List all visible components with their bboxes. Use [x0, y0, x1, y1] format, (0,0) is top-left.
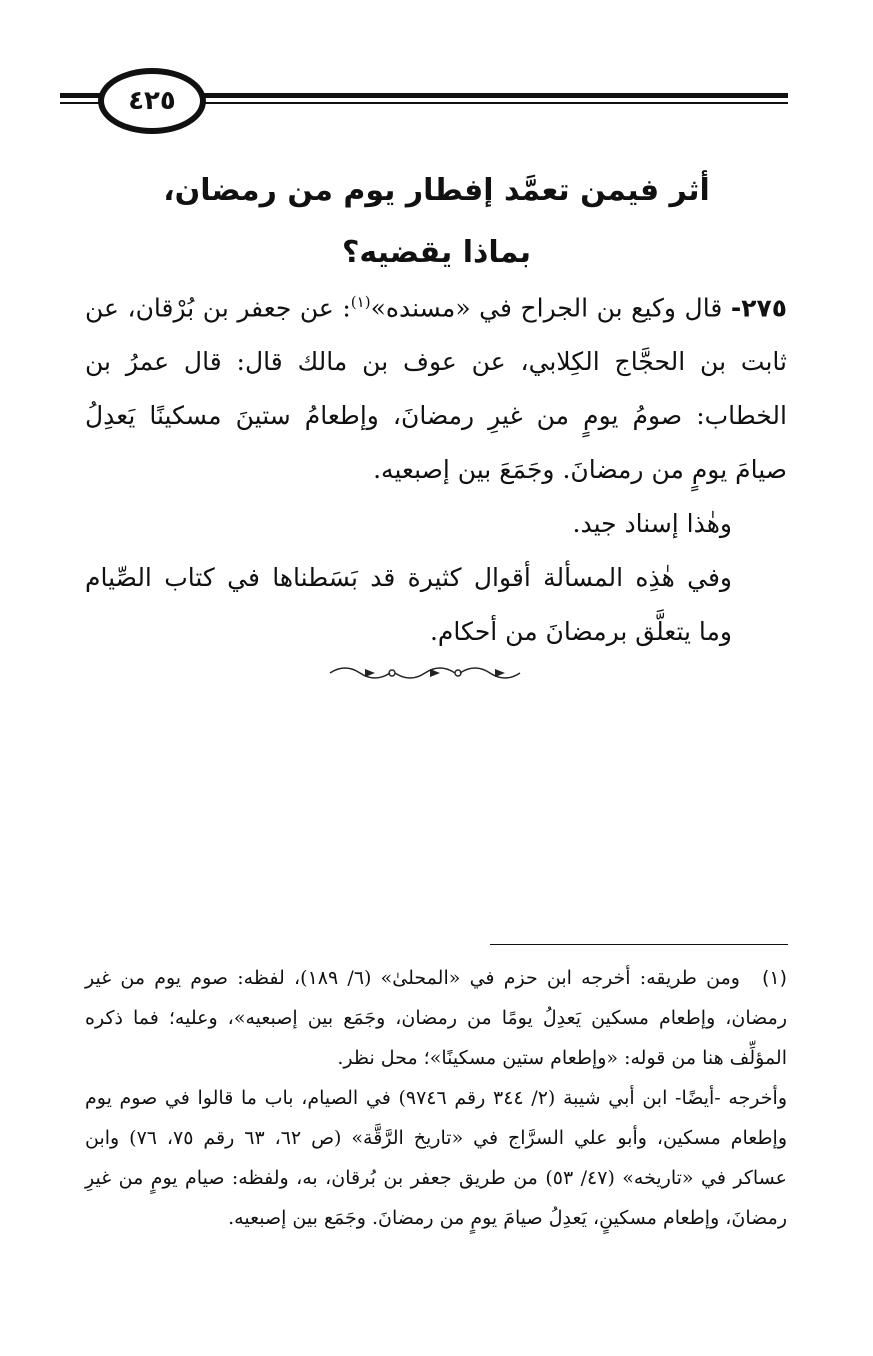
paragraph-275: [85, 275, 787, 497]
page-header: [60, 60, 788, 140]
title-line-1: أثر فيمن تعمَّد إفطار يوم من رمضان،: [163, 173, 710, 208]
ornament-divider: [325, 658, 525, 688]
page-number-badge: [98, 68, 206, 134]
paragraph-text-part1: قال وكيع بن الجراح في «مسنده»: [370, 293, 731, 323]
isnad-text: وهٰذا إسناد جيد.: [572, 509, 732, 539]
paragraph-text-part2: : عن جعفر بن بُرْقان، عن ثابت بن الحجَّاج الكِلابي، عن عوف بن مالك قال: قال عمرُ بن الخطاب: صومُ يومٍ من غيرِ رمضانَ، وإطعامُ ستينَ مسكينًا يَعدِلُ صيامَ يومٍ من رمضانَ. وجَمَعَ بين إصبعيه.: [85, 293, 787, 485]
paragraph-number: ٢٧٥-: [730, 293, 788, 323]
section-title: [90, 160, 783, 284]
footnote-1: [85, 958, 787, 1078]
footnote-number: (١): [761, 967, 787, 989]
ruling-text: وفي هٰذِه المسألة أقوال كثيرة قد بَسَطناها في كتاب الصِّيام وما يتعلَّق برمضانَ من أحكام.: [85, 563, 732, 647]
paragraph-ruling: [85, 551, 787, 659]
main-text: [85, 275, 787, 659]
footnote-separator: [490, 944, 788, 945]
page-number: ٤٢٥: [128, 86, 176, 116]
footnotes: [85, 958, 787, 1238]
title-line-2: بماذا يقضيه؟: [341, 235, 532, 270]
footnote-1-continued: وأخرجه -أيضًا- ابن أبي شيبة (٢/ ٣٤٤ رقم ٩٧٤٦) في الصيام، باب ما قالوا في صوم يوم وإطعام مسكين، وأبو علي السرَّاج في «تاريخ الرَّقَّة» (ص ٦٢، ٦٣ رقم ٧٥، ٧٦) وابن عساكر في «تاريخه» (٤٧/ ٥٣) من طريق جعفر بن بُرقان، به، ولفظه: صيام يومٍ من غيرِ رمضانَ، وإطعام مسكينٍ، يَعدِلُ صيامَ يومٍ من رمضانَ. وجَمَع بين إصبعيه.: [85, 1087, 787, 1229]
paragraph-isnad: [85, 497, 787, 551]
footnote-reference: (١): [350, 293, 371, 311]
footnote-1-text-part1: ومن طريقه: أخرجه ابن حزم في «المحلىٰ» (٦/ ١٨٩)، لفظه: صوم يوم من غير رمضان، وإطعام مسكين يَعدِلُ يومًا من رمضان، وجَمَع بين إصبعيه»، وعليه؛ فما ذكره المؤلِّف هنا من قوله: «وإطعام ستين مسكينًا»؛ محل نظر.: [85, 967, 787, 1069]
